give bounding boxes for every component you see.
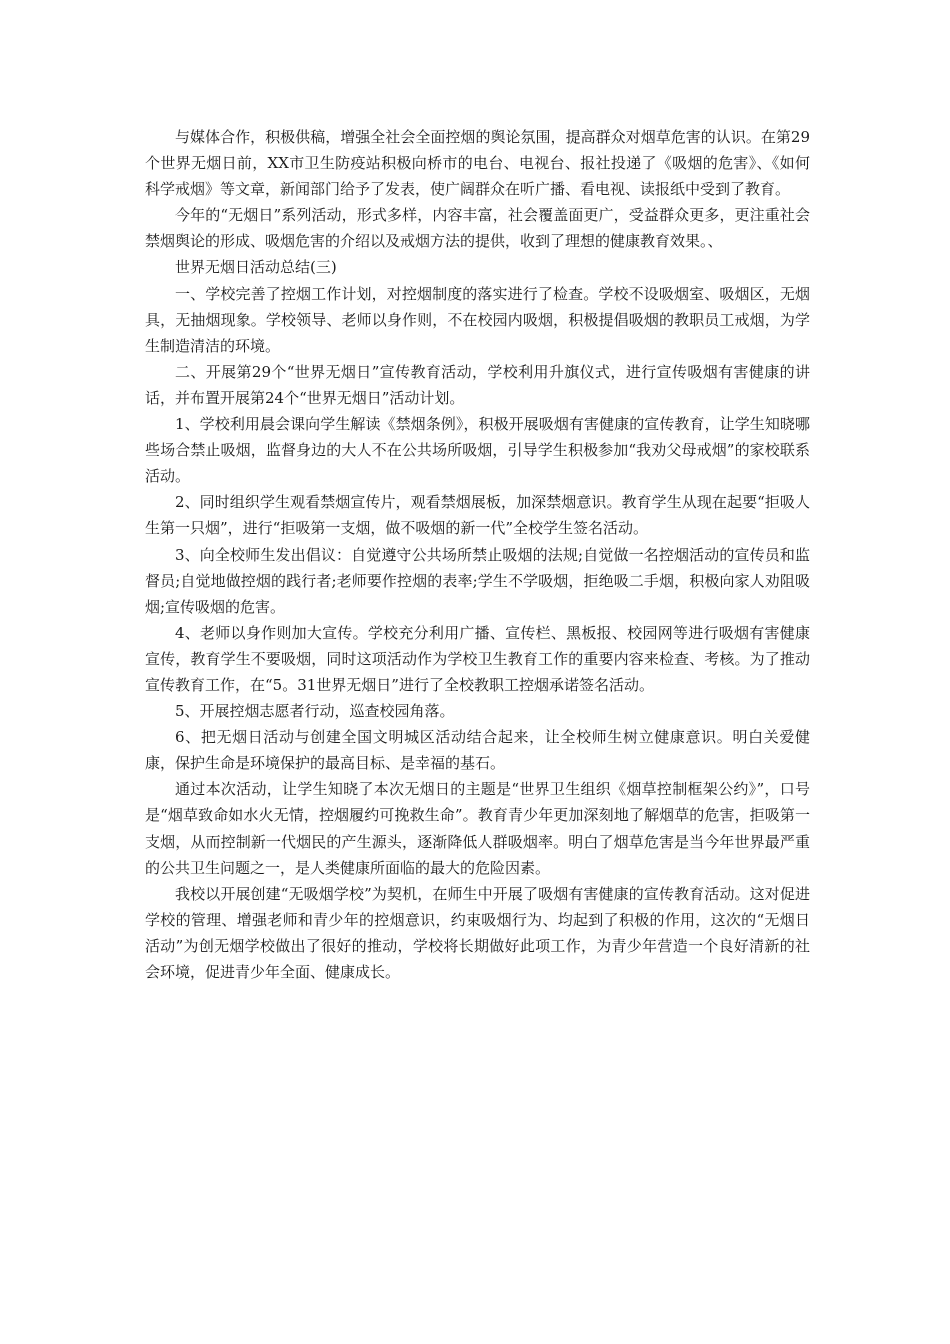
list-item-3: 3、向全校师生发出倡议：自觉遵守公共场所禁止吸烟的法规;自觉做一名控烟活动的宣传员和监督员;自觉地做控烟的践行者;老师要作控烟的表率;学生不学吸烟，拒绝吸二手烟，积极向家人劝阻吸烟;宣传吸烟的危害。 xyxy=(145,545,810,616)
list-item-1: 1、学校利用晨会课向学生解读《禁烟条例》，积极开展吸烟有害健康的宣传教育，让学生知晓哪些场合禁止吸烟，监督身边的大人不在公共场所吸烟，引导学生积极参加“我劝父母戒烟”的家校联系活动。 xyxy=(145,415,810,486)
paragraph-conclusion: 我校以开展创建“无吸烟学校”为契机，在师生中开展了吸烟有害健康的宣传教育活动。这对促进学校的管理、增强老师和青少年的控烟意识，约束吸烟行为、均起到了积极的作用，这次的“无烟日活动”为创无烟学校做出了很好的推动，学校将长期做好此项工作，为青少年营造一个良好清新的社会环境，促进青少年全面、健康成长。 xyxy=(145,884,810,981)
paragraph-item-two: 二、开展第29个“世界无烟日”宣传教育活动，学校利用升旗仪式，进行宣传吸烟有害健康的讲话，并布置开展第24个“世界无烟日”活动计划。 xyxy=(145,362,810,407)
list-item-5: 5、开展控烟志愿者行动，巡查校园角落。 xyxy=(175,702,455,721)
list-item-4: 4、老师以身作则加大宣传。学校充分利用广播、宣传栏、黑板报、校园网等进行吸烟有害健康宣传，教育学生不要吸烟，同时这项活动作为学校卫生教育工作的重要内容来检查、考核。为了推动宣传教育工作，在“5。31世界无烟日”进行了全校教职工控烟承诺签名活动。 xyxy=(145,623,810,694)
list-item-6: 6、把无烟日活动与创建全国文明城区活动结合起来，让全校师生树立健康意识。明白关爱健康，保护生命是环境保护的最高目标、是幸福的基石。 xyxy=(145,728,810,773)
paragraph-media-cooperation: 与媒体合作，积极供稿，增强全社会全面控烟的舆论氛围，提高群众对烟草危害的认识。在第29个世界无烟日前，XX市卫生防疫站积极向桥市的电台、电视台、报社投递了《吸烟的危害》、《如何科学戒烟》等文章，新闻部门给予了发表，使广阔群众在听广播、看电视、读报纸中受到了教育。 xyxy=(145,128,810,199)
paragraph-activity-summary: 今年的“无烟日”系列活动，形式多样，内容丰富，社会覆盖面更广，受益群众更多，更注重社会禁烟舆论的形成、吸烟危害的介绍以及戒烟方法的提供，收到了理想的健康教育效果。、 xyxy=(145,206,810,251)
list-item-2: 2、同时组织学生观看禁烟宣传片，观看禁烟展板，加深禁烟意识。教育学生从现在起要“拒吸人生第一只烟”，进行“拒吸第一支烟，做不吸烟的新一代”全校学生签名活动。 xyxy=(145,493,810,538)
paragraph-theme: 通过本次活动，让学生知晓了本次无烟日的主题是“世界卫生组织《烟草控制框架公约》”，口号是“烟草致命如水火无情，控烟履约可挽救生命”。教育青少年更加深刻地了解烟草的危害，拒吸第一支烟，从而控制新一代烟民的产生源头，逐渐降低人群吸烟率。明白了烟草危害是当今年世界最严重的公共卫生问题之一，是人类健康所面临的最大的危险因素。 xyxy=(145,780,810,877)
paragraph-item-one: 一、学校完善了控烟工作计划，对控烟制度的落实进行了检查。学校不设吸烟室、吸烟区，无烟具，无抽烟现象。学校领导、老师以身作则，不在校园内吸烟，积极提倡吸烟的教职员工戒烟，为学生制造清洁的环境。 xyxy=(145,284,810,355)
section-heading: 世界无烟日活动总结(三) xyxy=(175,258,337,277)
document-body xyxy=(145,124,810,985)
